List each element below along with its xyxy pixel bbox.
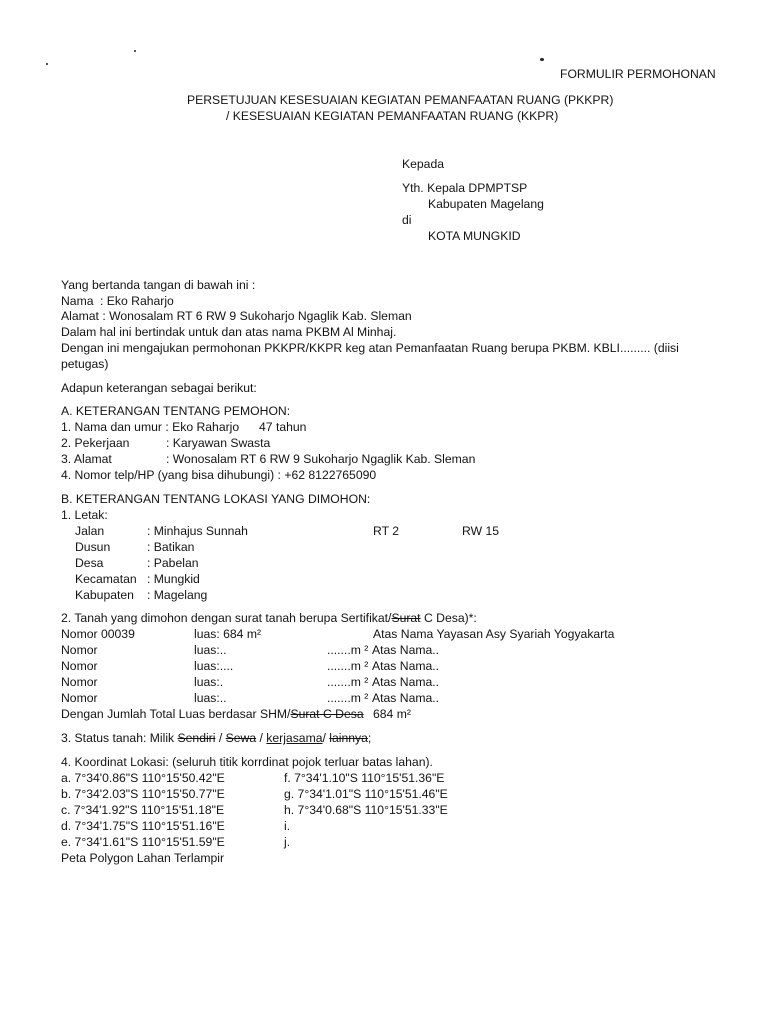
intro-alamat: Alamat : Wonosalam RT 6 RW 9 Sukoharjo Ngaglik Kab. Sleman — [61, 309, 412, 323]
tanah-intro-text: 2. Tanah yang dimohon dengan surat tanah berupa Sertifikat/ — [61, 611, 392, 625]
desa-value: : Pabelan — [147, 556, 199, 570]
intro-nama-label: Nama — [61, 294, 94, 308]
kecamatan-value: : Mungkid — [147, 572, 200, 586]
tanah-intro — [61, 611, 477, 626]
section-a-row2-label: 2. Pekerjaan — [61, 436, 130, 450]
koordinat-f: f. 7°34'1.10"S 110°15'51.36"E — [284, 771, 445, 785]
title-line-1: PERSETUJUAN KESESUAIAN KEGIATAN PEMANFAATAN RUANG (PKKPR) — [187, 93, 614, 107]
section-a-row1-label: 1. Nama dan umur : Eko Raharjo — [61, 420, 240, 434]
addressee-yth: Yth. Kepala DPMPTSP — [402, 181, 528, 195]
tanah-row-1-luas: luas: 684 m² — [194, 627, 262, 641]
koordinat-b: b. 7°34'2.03"S 110°15'50.77"E — [61, 787, 225, 801]
title-line-2: / KESESUAIAN KEGIATAN PEMANFAATAN RUANG (KKPR) — [226, 109, 559, 123]
intro-line: Yang bertanda tangan di bawah ini : — [61, 278, 256, 292]
status-sewa: Sewa — [225, 731, 257, 745]
koordinat-i: i. — [284, 819, 291, 833]
koordinat-c: c. 7°34'1.92"S 110°15'51.18"E — [61, 803, 225, 817]
tanah-row-1-nomor: Nomor 00039 — [61, 627, 135, 641]
tanah-row-1-atas: Atas Nama Yayasan Asy Syariah Yogyakarta — [373, 627, 615, 641]
status-sep-1: / — [215, 731, 226, 745]
tanah-row-3-luas: luas:.... — [194, 659, 234, 673]
tanah-row-4-unit: .......m ² — [327, 675, 369, 689]
tanah-row-5-nomor: Nomor — [61, 691, 98, 705]
status-sep-2: / — [256, 731, 267, 745]
tanah-row-2-luas: luas:.. — [194, 643, 227, 657]
tanah-total-text: Dengan Jumlah Total Luas berdasar SHM/ — [61, 707, 291, 721]
tanah-row-2-atas: Atas Nama.. — [372, 643, 440, 657]
tanah-row-5-atas: Atas Nama.. — [372, 691, 440, 705]
tanah-row-3-nomor: Nomor — [61, 659, 98, 673]
tanah-row-4-atas: Atas Nama.. — [372, 675, 440, 689]
koordinat-e: e. 7°34'1.61"S 110°15'51.59"E — [61, 835, 225, 849]
status-sendiri: Sendiri — [177, 731, 216, 745]
scan-speck — [46, 63, 48, 65]
intro-keterangan: Adapun keterangan sebagai berikut: — [61, 381, 257, 395]
status-sep-3: / — [322, 731, 330, 745]
addressee-kota: KOTA MUNGKID — [428, 229, 521, 243]
jalan-value: : Minhajus Sunnah — [147, 524, 248, 538]
intro-nama-value: : Eko Raharjo — [100, 294, 174, 308]
status-kerjasama: kerjasama — [266, 731, 323, 745]
intro-mengajukan-1: Dengan ini mengajukan permohonan PKKPR/KKPR keg atan Pemanfaatan Ruang berupa PKBM. KBLI......... (diisi — [61, 341, 679, 355]
tanah-row-2-nomor: Nomor — [61, 643, 98, 657]
tanah-row-5-luas: luas:.. — [194, 691, 227, 705]
intro-bertindak: Dalam hal ini bertindak untuk dan atas nama PKBM Al Minhaj. — [61, 325, 397, 339]
tanah-row-2-unit: .......m ² — [327, 643, 369, 657]
section-a-row3-value: : Wonosalam RT 6 RW 9 Sukoharjo Ngaglik Kab. Sleman — [166, 452, 476, 466]
kabupaten-label: Kabupaten — [75, 588, 134, 602]
koordinat-footer: Peta Polygon Lahan Terlampir — [61, 851, 225, 865]
scan-speck — [134, 50, 136, 52]
addressee-kepada: Kepada — [402, 157, 445, 171]
section-b-letak: 1. Letak: — [61, 508, 108, 522]
koordinat-heading: 4. Koordinat Lokasi: (seluruh titik korrdinat pojok terluar batas lahan). — [61, 755, 433, 769]
tanah-row-4-luas: luas:. — [194, 675, 224, 689]
section-a-row3-label: 3. Alamat — [61, 452, 112, 466]
kecamatan-label: Kecamatan — [75, 572, 137, 586]
tanah-row-3-unit: .......m ² — [327, 659, 369, 673]
kabupaten-value: : Magelang — [147, 588, 208, 602]
status-prefix: 3. Status tanah: Milik — [61, 731, 178, 745]
rw-value: RW 15 — [462, 524, 500, 538]
dusun-value: : Batikan — [147, 540, 195, 554]
section-a-row4: 4. Nomor telp/HP (yang bisa dihubungi) : +62 8122765090 — [61, 468, 377, 482]
addressee-di: di — [402, 213, 412, 227]
tanah-row-5-unit: .......m ² — [327, 691, 369, 705]
tanah-total-value: 684 m² — [373, 707, 411, 721]
koordinat-j: j. — [284, 835, 291, 849]
section-a-heading: A. KETERANGAN TENTANG PEMOHON: — [61, 404, 291, 418]
intro-mengajukan-2: petugas) — [61, 357, 109, 371]
dusun-label: Dusun — [75, 540, 111, 554]
status-lainnya: lainnya — [329, 731, 368, 745]
koordinat-d: d. 7°34'1.75"S 110°15'51.16"E — [61, 819, 225, 833]
tanah-intro-tail: C Desa)*: — [420, 611, 477, 625]
section-b-heading: B. KETERANGAN TENTANG LOKASI YANG DIMOHON: — [61, 492, 371, 506]
jalan-label: Jalan — [75, 524, 105, 538]
rt-value: RT 2 — [373, 524, 399, 538]
status-suffix: ; — [367, 731, 372, 745]
scan-speck — [540, 58, 544, 61]
koordinat-a: a. 7°34'0.86"S 110°15'50.42"E — [61, 771, 225, 785]
form-label: FORMULIR PERMOHONAN — [560, 67, 716, 81]
addressee-kabupaten: Kabupaten Magelang — [428, 197, 544, 211]
tanah-total — [61, 707, 364, 722]
koordinat-h: h. 7°34'0.68"S 110°15'51.33"E — [284, 803, 448, 817]
desa-label: Desa — [75, 556, 104, 570]
status-tanah — [61, 731, 371, 746]
tanah-intro-strike: Surat — [391, 611, 421, 625]
tanah-row-3-atas: Atas Nama.. — [372, 659, 440, 673]
section-a-row1-age: 47 tahun — [259, 420, 307, 434]
tanah-row-4-nomor: Nomor — [61, 675, 98, 689]
koordinat-g: g. 7°34'1.01"S 110°15'51.46"E — [284, 787, 448, 801]
section-a-row2-value: : Karyawan Swasta — [166, 436, 271, 450]
tanah-total-strike: Surat C Desa — [290, 707, 364, 721]
